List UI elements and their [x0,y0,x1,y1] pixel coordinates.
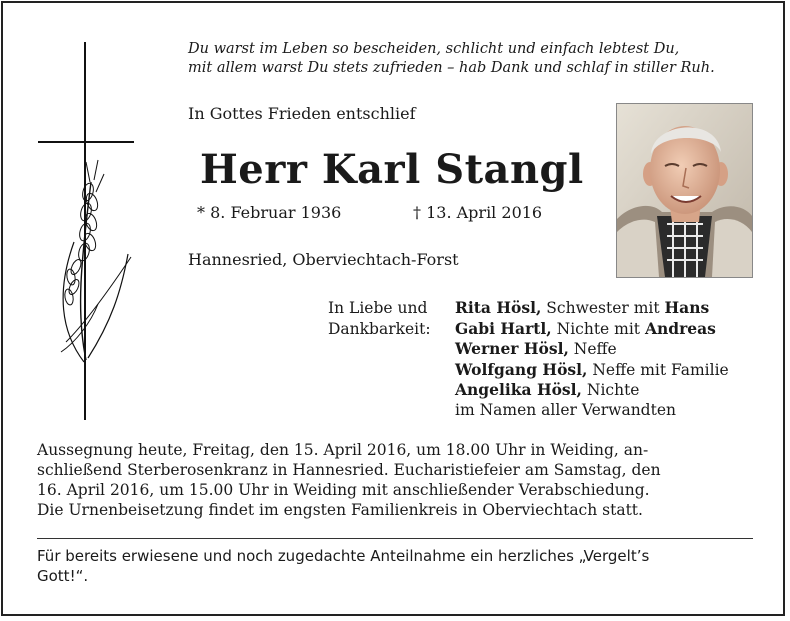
announcement-line-2: schließend Sterberosenkranz in Hannesried. Eucharistiefeier am Samstag, den [37,461,661,479]
thanks-line-1: Für bereits erwiesene und noch zugedachte Anteilnahme ein herzliches „Vergelt’s [37,547,650,565]
service-announcement [37,440,753,520]
mourners-list [455,298,729,421]
mourner-row [455,298,729,319]
deceased-name: Herr Karl Stangl [200,146,584,193]
announcement-line-4: Die Urnenbeisetzung findet im engsten Familienkreis in Oberviechtach statt. [37,501,643,519]
mourner-name: Angelika Hösl, [455,380,582,400]
mourner-row [455,339,729,360]
mourners-heading-line-1: In Liebe und [328,299,428,317]
announcement-line-1: Aussegnung heute, Freitag, den 15. April 2016, um 18.00 Uhr in Weiding, an- [37,441,649,459]
mourner-relation: Neffe [568,340,617,359]
intro-text: In Gottes Frieden entschlief [188,104,416,123]
mourner-relation: Nichte [581,381,640,400]
mourner-name: Wolfgang Hösl, [455,359,588,379]
thanks-note [37,546,753,586]
cross-with-wheat-icon [36,42,136,422]
motto-line-2: mit allem warst Du stets zufrieden – hab Dank und schlaf in stiller Ruh. [188,60,715,76]
mourner-name: Werner Hösl, [455,339,569,359]
portrait-photo [616,103,753,278]
mourner-row [455,380,729,401]
mourner-row [455,360,729,381]
mourner-relation: im Namen aller Verwandten [455,400,676,419]
birth-date: * 8. Februar 1936 [197,203,342,222]
divider [37,538,753,539]
mourner-row [455,319,729,340]
mourner-relation: Nichte mit [551,319,645,338]
mourners-heading-line-2: Dankbarkeit: [328,320,431,338]
mourner-partner: Hans [664,298,710,317]
motto-line-1: Du warst im Leben so bescheiden, schlicht und einfach lebtest Du, [188,41,680,57]
mourner-name: Gabi Hartl, [455,318,552,338]
mourner-row [455,401,729,421]
mourner-partner: Andreas [644,318,716,338]
death-date: † 13. April 2016 [413,203,543,222]
thanks-line-2: Gott!“. [37,567,89,585]
mourners-heading [328,298,431,340]
motto-verse [188,40,768,78]
announcement-line-3: 16. April 2016, um 15.00 Uhr in Weiding mit anschließender Verabschiedung. [37,481,650,499]
mourner-relation: Neffe mit Familie [587,360,729,379]
mourner-relation: Schwester mit [541,299,665,317]
mourner-name: Rita Hösl, [455,298,542,317]
residence: Hannesried, Oberviechtach-Forst [188,250,459,269]
